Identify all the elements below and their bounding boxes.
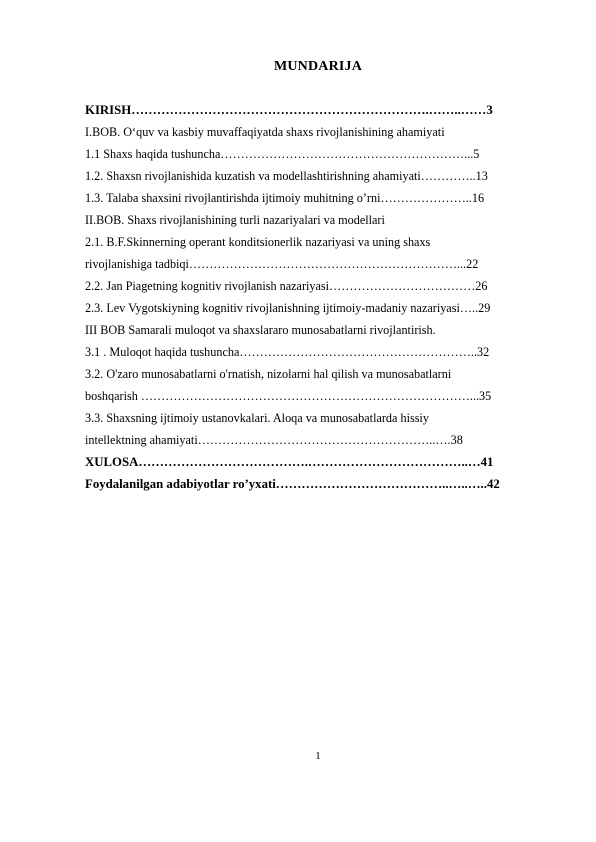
toc-entry-xulosa: XULOSA………………………………….………………………………..…41 (85, 455, 494, 469)
toc-chapter-1-heading: I.BOB. O‘quv va kasbiy muvaffaqiyatda shaxs rivojlanishining ahamiyati (85, 125, 445, 139)
toc-entry-1-3: 1.3. Talaba shaxsini rivojlantirishda ijtimoiy muhitning o’rni…………………..16 (85, 191, 485, 205)
table-of-contents (85, 100, 555, 494)
toc-entry-3-1: 3.1 . Muloqot haqida tushuncha…………………………………………………..32 (85, 345, 490, 359)
toc-entry-3-3-line1: 3.3. Shaxsning ijtimoiy ustanovkalari. Aloqa va munosabatlarda hissiy (85, 411, 429, 425)
toc-entry-1-2: 1.2. Shaxsn rivojlanishida kuzatish va modellashtirishning ahamiyati…………..13 (85, 169, 488, 183)
page-title: MUNDARIJA (273, 59, 363, 74)
toc-entry-references: Foydalanilgan adabiyotlar ro’yxati…………………………………..…..…..42 (85, 477, 500, 491)
toc-entry-2-1-line1: 2.1. B.F.Skinnerning operant konditsionerlik nazariyasi va uning shaxs (85, 235, 431, 249)
toc-chapter-2-heading: II.BOB. Shaxs rivojlanishining turli nazariyalari va modellari (85, 213, 385, 227)
toc-chapter-3-heading: III BOB Samarali muloqot va shaxslararo munosabatlarni rivojlantirish. (85, 323, 436, 337)
toc-entry-2-3: 2.3. Lev Vygotskiyning kognitiv rivojlanishning ijtimoiy-madaniy nazariyasi…..29 (85, 301, 491, 315)
toc-entry-2-1-line2: rivojlanishiga tadbiqi…………………………………………………………...22 (85, 257, 479, 271)
toc-entry-3-2-line2: boshqarish ………………………………………………………………………...35 (85, 389, 492, 403)
toc-entry-3-2-line1: 3.2. O'zaro munosabatlarni o'rnatish, nizolarni hal qilish va munosabatlarni (85, 367, 452, 381)
toc-entry-kirish: KIRISH…………………………………………………………….……..……3 (85, 103, 493, 117)
toc-entry-1-1: 1.1 Shaxs haqida tushuncha……………………………………………………...5 (85, 147, 480, 161)
toc-entry-2-2: 2.2. Jan Piagetning kognitiv rivojlanish nazariyasi………………………………26 (85, 279, 488, 293)
page-number: 1 (315, 750, 321, 762)
toc-entry-3-3-line2: intellektning ahamiyati…………………………………………………..….38 (85, 433, 463, 447)
